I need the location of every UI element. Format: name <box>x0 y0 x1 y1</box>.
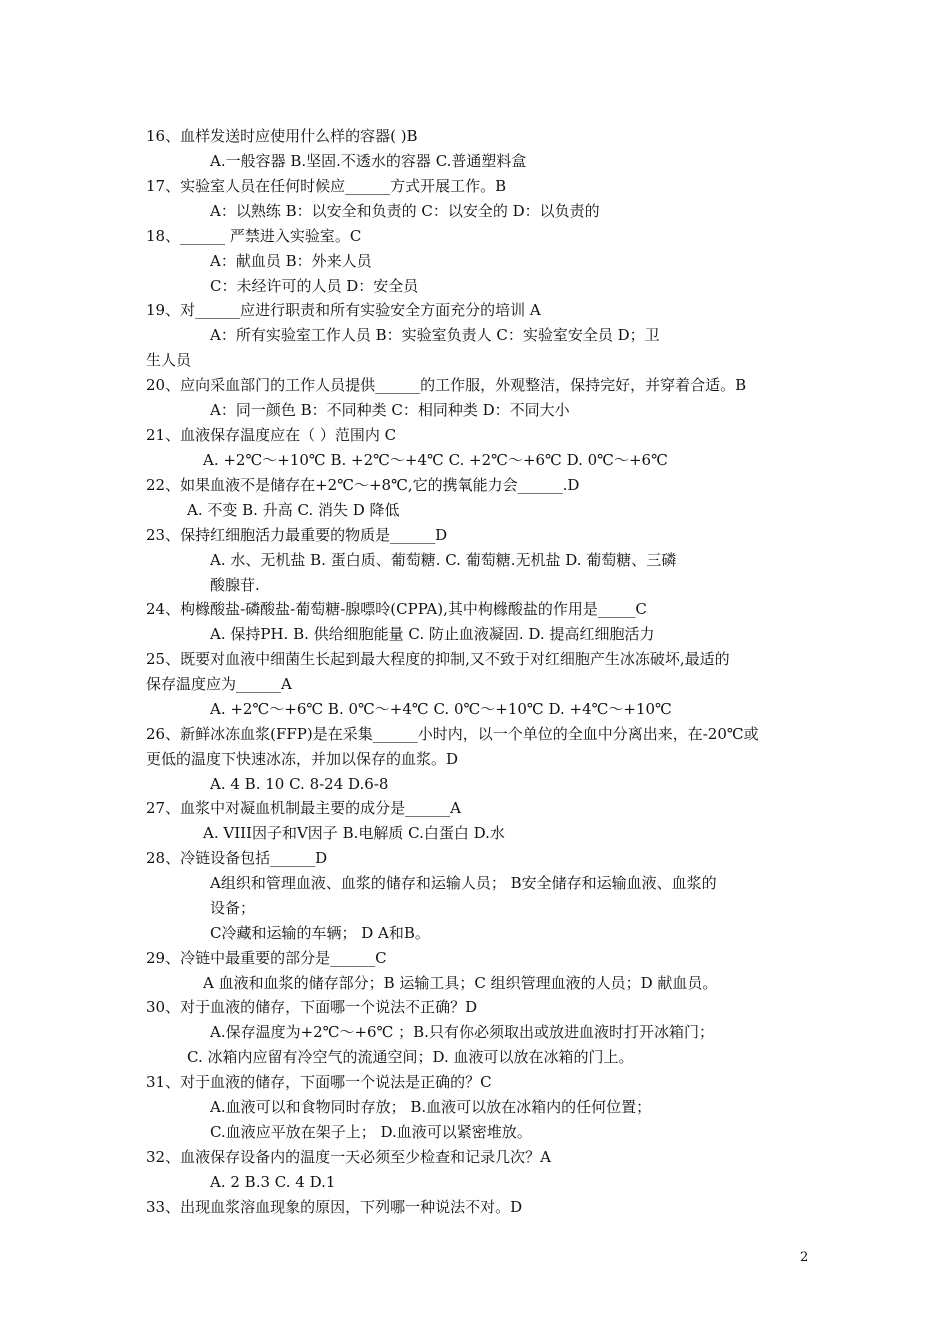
question-28: 28、冷链设备包括______D <box>146 849 328 867</box>
options-18-line1: A：献血员 B：外来人员 <box>210 252 372 270</box>
question-26-wrap: 更低的温度下快速冰冻，并加以保存的血浆。D <box>146 750 459 768</box>
options-31-line1: A.血液可以和食物同时存放； B.血液可以放在冰箱内的任何位置； <box>210 1098 652 1116</box>
question-22: 22、如果血液不是储存在+2℃～+8℃,它的携氧能力会______.D <box>146 476 580 494</box>
options-28-line2: C冷藏和运输的车辆； D A和B。 <box>210 924 430 942</box>
question-26: 26、新鲜冰冻血浆(FFP)是在采集______小时内，以一个单位的全血中分离出来，在-20℃或 <box>146 725 759 743</box>
options-28-line1: A组织和管理血液、血浆的储存和运输人员； B安全储存和运输血液、血浆的 <box>210 874 717 892</box>
options-30-line1: A.保存温度为+2℃～+6℃ ；B.只有你必须取出或放进血液时打开冰箱门； <box>210 1023 714 1041</box>
options-24: A. 保持PH. B. 供给细胞能量 C. 防止血液凝固. D. 提高红细胞活力 <box>210 625 655 643</box>
question-32: 32、血液保存设备内的温度一天必须至少检查和记录几次？A <box>146 1148 551 1166</box>
question-27: 27、血浆中对凝血机制最主要的成分是______A <box>146 799 461 817</box>
options-18-line2: C：未经许可的人员 D：安全员 <box>210 277 419 295</box>
question-29: 29、冷链中最重要的部分是______C <box>146 949 387 967</box>
question-30: 30、对于血液的储存，下面哪一个说法不正确？D <box>146 998 478 1016</box>
question-25: 25、既要对血液中细菌生长起到最大程度的抑制,又不致于对红细胞产生冰冻破坏,最适的 <box>146 650 730 668</box>
options-22: A. 不变 B. 升高 C. 消失 D 降低 <box>187 501 400 519</box>
question-24: 24、枸橼酸盐-磷酸盐-葡萄糖-腺嘌呤(CPPA),其中枸橼酸盐的作用是_____C <box>146 600 647 618</box>
question-23: 23、保持红细胞活力最重要的物质是______D <box>146 526 448 544</box>
options-32: A. 2 B.3 C. 4 D.1 <box>210 1173 336 1191</box>
question-18: 18、______ 严禁进入实验室。C <box>146 227 362 245</box>
question-16: 16、血样发送时应使用什么样的容器( )B <box>146 127 418 145</box>
options-26: A. 4 B. 10 C. 8-24 D.6-8 <box>210 775 389 793</box>
options-19-wrap: 生人员 <box>146 351 192 369</box>
question-20: 20、应向采血部门的工作人员提供______的工作服，外观整洁，保持完好，并穿着合适。B <box>146 376 747 394</box>
options-27: A. VIII因子和V因子 B.电解质 C.白蛋白 D.水 <box>203 824 505 842</box>
options-23: A. 水、无机盐 B. 蛋白质、葡萄糖. C. 葡萄糖.无机盐 D. 葡萄糖、三磷 <box>210 551 677 569</box>
question-31: 31、对于血液的储存，下面哪一个说法是正确的？C <box>146 1073 492 1091</box>
question-33: 33、出现血浆溶血现象的原因，下列哪一种说法不对。D <box>146 1198 523 1216</box>
question-19: 19、对______应进行职责和所有实验安全方面充分的培训 A <box>146 301 541 319</box>
options-23-wrap: 酸腺苷. <box>210 576 260 594</box>
options-29: A 血液和血浆的储存部分；B 运输工具；C 组织管理血液的人员；D 献血员。 <box>203 974 718 992</box>
options-25: A. +2℃～+6℃ B. 0℃～+4℃ C. 0℃～+10℃ D. +4℃～+10℃ <box>210 700 672 718</box>
options-28-wrap: 设备； <box>210 899 256 917</box>
options-17: A：以熟练 B：以安全和负责的 C：以安全的 D：以负责的 <box>210 202 600 220</box>
options-21: A. +2℃～+10℃ B. +2℃～+4℃ C. +2℃～+6℃ D. 0℃～+6℃ <box>203 451 668 469</box>
options-16: A.一般容器 B.坚固.不透水的容器 C.普通塑料盒 <box>210 152 527 170</box>
question-17: 17、实验室人员在任何时候应______方式开展工作。B <box>146 177 507 195</box>
options-20: A：同一颜色 B：不同种类 C：相同种类 D：不同大小 <box>210 401 570 419</box>
page-number: 2 <box>800 1250 809 1265</box>
options-19: A：所有实验室工作人员 B：实验室负责人 C：实验室安全员 D；卫 <box>210 326 660 344</box>
question-21: 21、血液保存温度应在（ ）范围内 C <box>146 426 397 444</box>
question-25-wrap: 保存温度应为______A <box>146 675 292 693</box>
options-31-line2: C.血液应平放在架子上； D.血液可以紧密堆放。 <box>210 1123 532 1141</box>
options-30-line2: C. 冰箱内应留有冷空气的流通空间；D. 血液可以放在冰箱的门上。 <box>187 1048 634 1066</box>
